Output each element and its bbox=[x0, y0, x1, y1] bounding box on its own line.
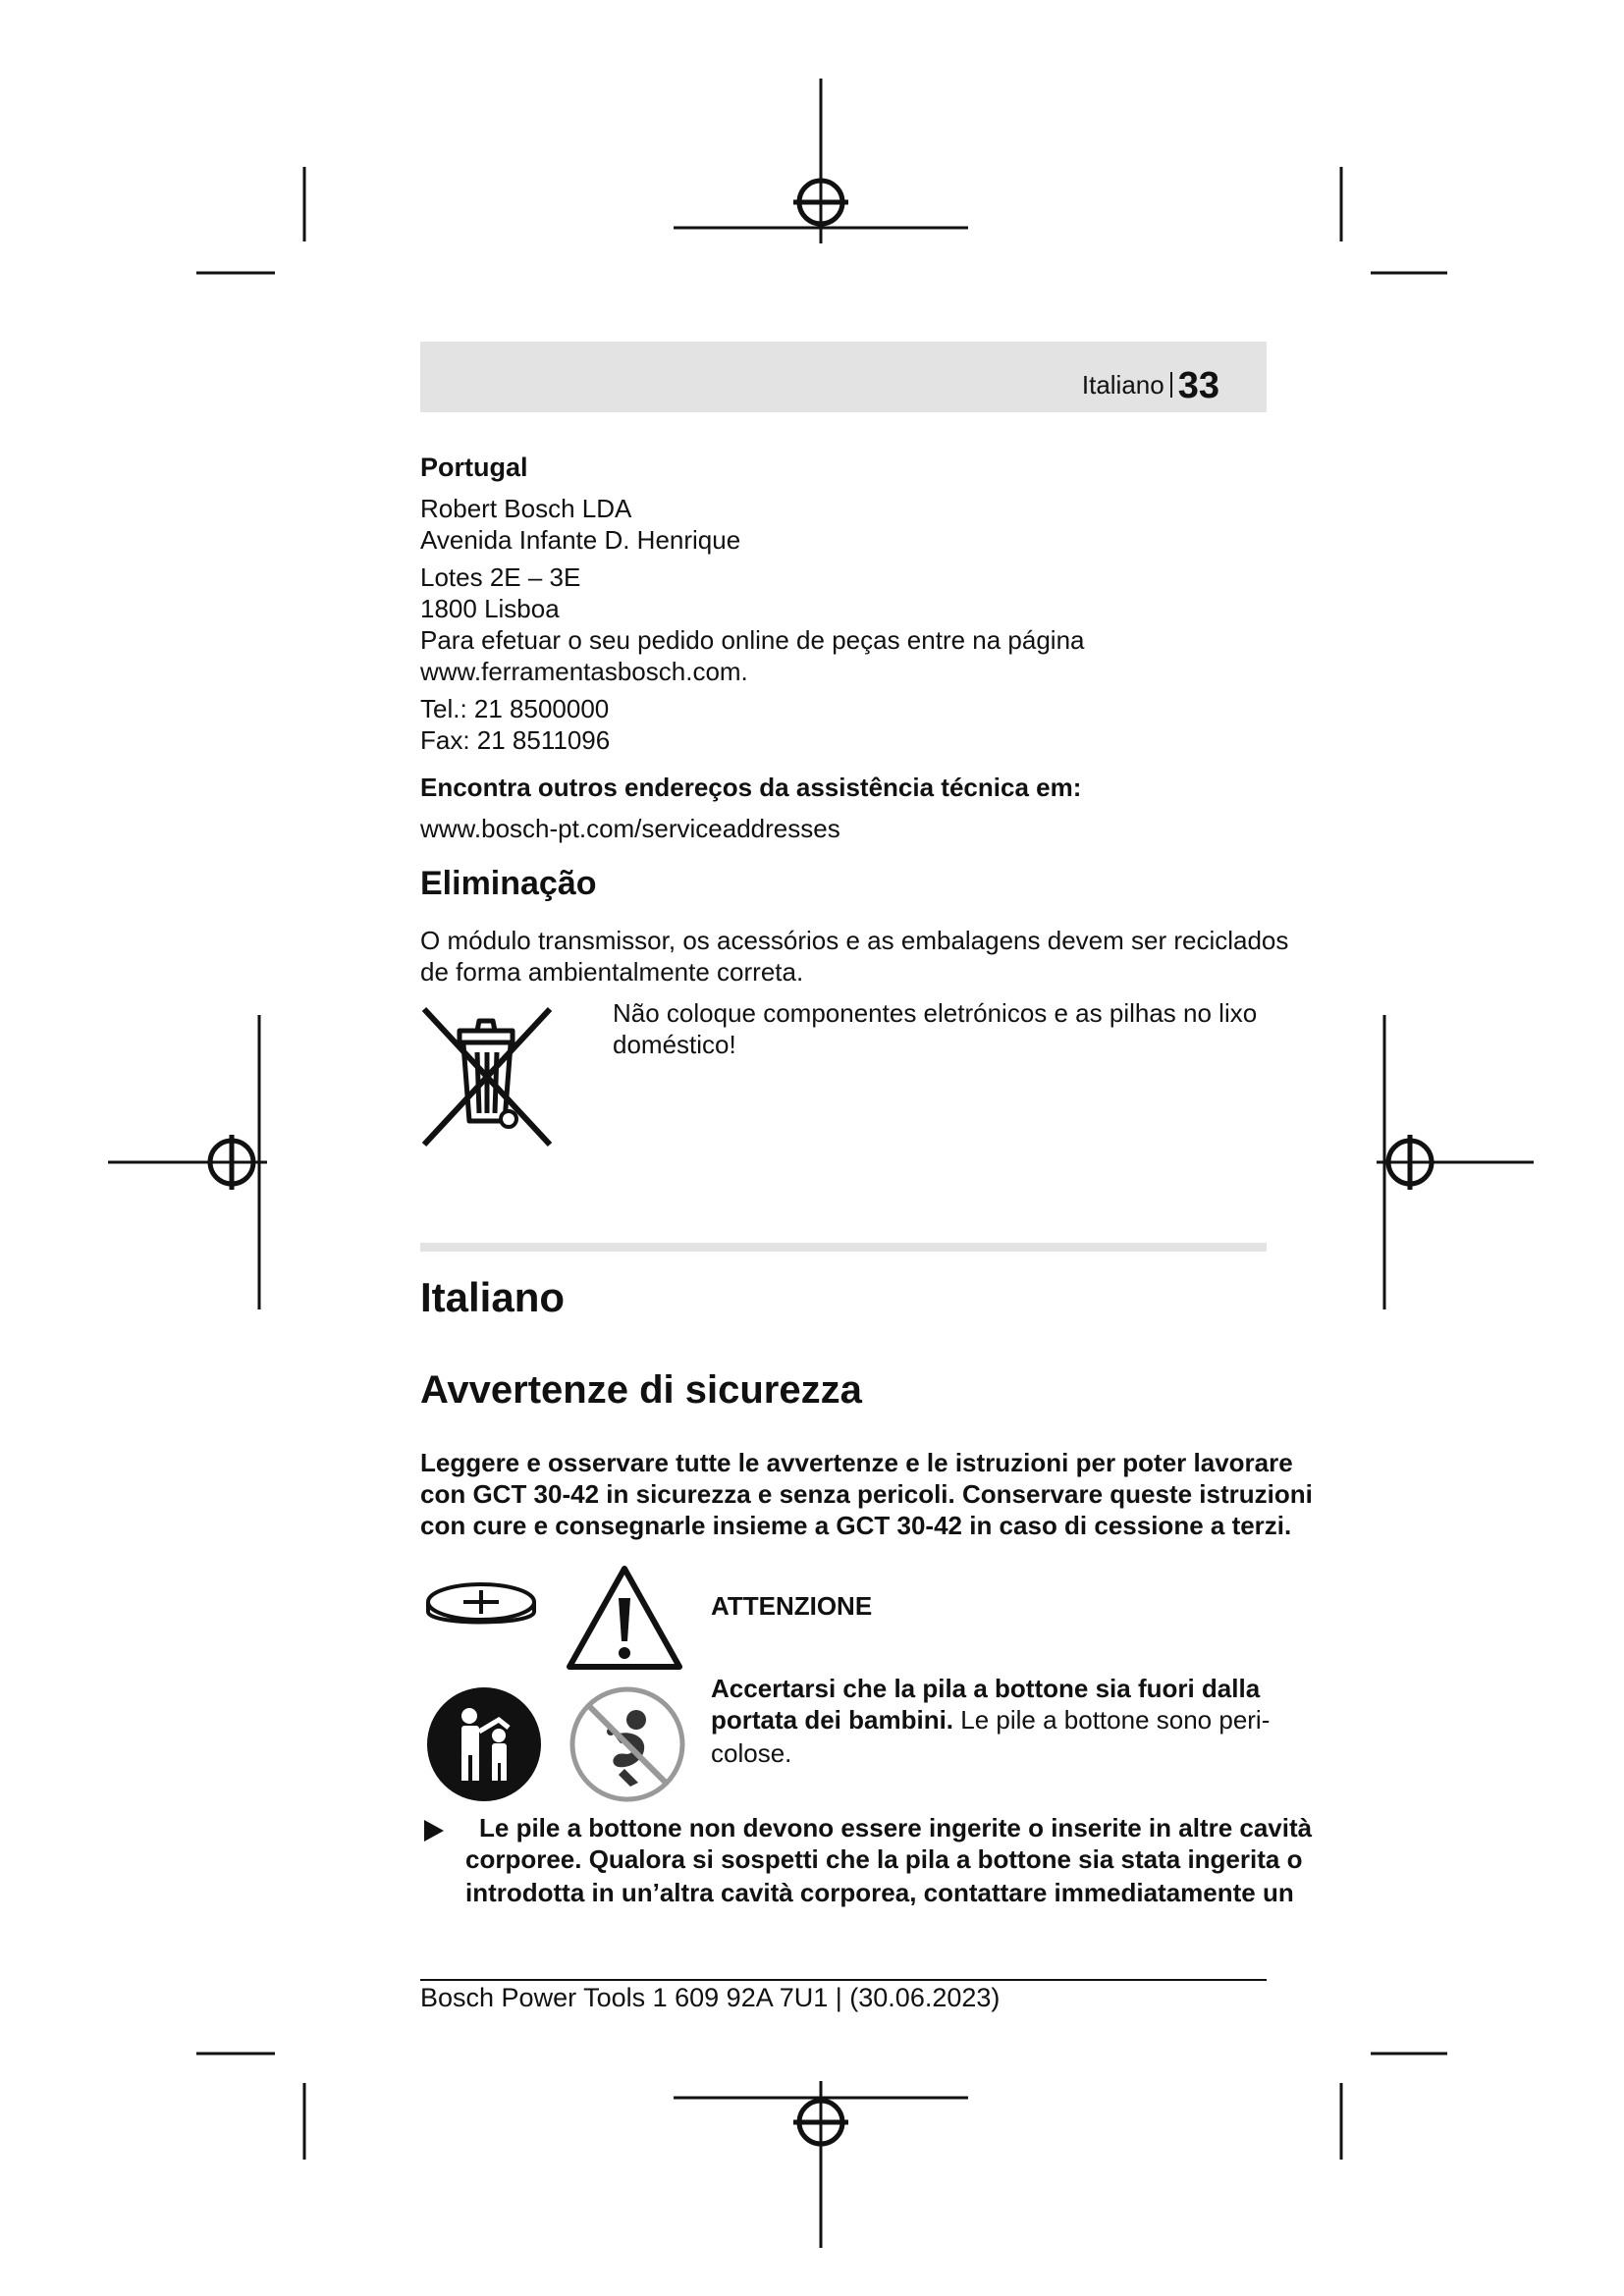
address-line: www.ferramentasbosch.com. bbox=[420, 657, 748, 686]
address-line: Avenida Infante D. Henrique bbox=[420, 525, 741, 555]
keep-away-from-children-icon bbox=[424, 1684, 544, 1804]
intro-line: con cure e consegnarle insieme a GCT 30-42 in caso di cessione a terzi. bbox=[420, 1511, 1292, 1540]
no-swallowing-baby-icon bbox=[568, 1684, 687, 1804]
address-line: Lotes 2E – 3E bbox=[420, 562, 581, 592]
page-number: 33 bbox=[1177, 365, 1219, 406]
battery-warning-normal-2: Le pile a bottone sono peri- bbox=[953, 1705, 1271, 1735]
battery-warning-line-2 bbox=[711, 1704, 1270, 1735]
crossed-bin-icon bbox=[418, 1005, 556, 1148]
intro-line: Leggere e osservare tutte le avvertenze e le istruzioni per poter lavorare bbox=[420, 1448, 1293, 1477]
warning-label: ATTENZIONE bbox=[711, 1591, 873, 1621]
bullet-line: corporee. Qualora si sospetti che la pila a bottone sia stata ingerita o bbox=[465, 1844, 1303, 1874]
disposal-body-line: de forma ambientalmente correta. bbox=[420, 957, 804, 987]
more-addresses-url: www.bosch-pt.com/serviceaddresses bbox=[420, 814, 840, 843]
page-header bbox=[1082, 365, 1219, 407]
section-divider bbox=[420, 1243, 1267, 1252]
address-line: 1800 Lisboa bbox=[420, 594, 560, 623]
footer-text: Bosch Power Tools 1 609 92A 7U1 | (30.06.2023) bbox=[420, 1983, 1001, 2012]
safety-heading: Avvertenze di sicurezza bbox=[420, 1368, 862, 1412]
portugal-heading: Portugal bbox=[420, 453, 528, 482]
battery-warning-bold-1: Accertarsi che la pila a bottone sia fuori dalla bbox=[711, 1674, 1261, 1703]
address-line: Para efetuar o seu pedido online de peças entre na página bbox=[420, 625, 1085, 655]
bullet-line: Le pile a bottone non devono essere ingerite o inserite in altre cavità bbox=[479, 1813, 1313, 1842]
intro-line: con GCT 30-42 in sicurezza e senza pericoli. Conservare queste istruzioni bbox=[420, 1479, 1313, 1509]
address-line: Fax: 21 8511096 bbox=[420, 725, 611, 755]
battery-warning-normal-3: colose. bbox=[711, 1738, 792, 1768]
header-language: Italiano bbox=[1081, 370, 1164, 400]
disposal-notice-line: Não coloque componentes eletrónicos e as pilhas no lixo bbox=[613, 998, 1258, 1028]
header-separator bbox=[1170, 372, 1172, 398]
address-line: Robert Bosch LDA bbox=[420, 494, 632, 523]
button-cell-battery-icon bbox=[422, 1573, 540, 1641]
disposal-notice-line: doméstico! bbox=[613, 1030, 736, 1059]
bullet-line: introdotta in un’altra cavità corporea, contattare immediatamente un bbox=[465, 1878, 1294, 1907]
battery-warning-bold-2: portata dei bambini. bbox=[711, 1705, 954, 1735]
disposal-heading: Eliminação bbox=[420, 865, 597, 902]
bullet-triangle-icon bbox=[422, 1818, 446, 1843]
address-line: Tel.: 21 8500000 bbox=[420, 694, 610, 723]
warning-triangle-icon bbox=[564, 1563, 685, 1673]
footer-rule bbox=[420, 1979, 1267, 1981]
more-addresses-label: Encontra outros endereços da assistência técnica em: bbox=[420, 773, 1082, 802]
italiano-heading: Italiano bbox=[420, 1274, 566, 1320]
disposal-body-line: O módulo transmissor, os acessórios e as embalagens devem ser reciclados bbox=[420, 926, 1289, 955]
